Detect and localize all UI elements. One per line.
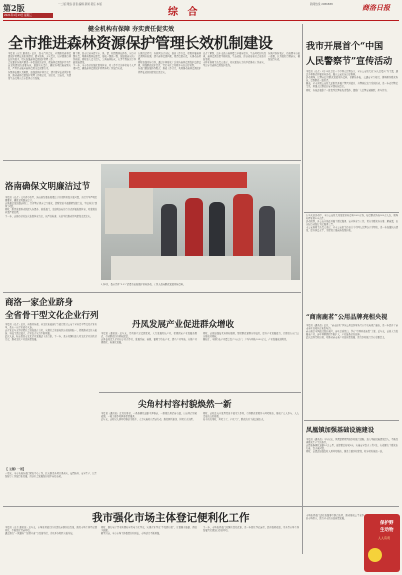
brand-headline: “商南鹿茗”公用品牌亮相央视 [306, 314, 388, 321]
lead-column-2: 据了解，我市已初步建立市、县、镇、村四级林长体系，实行分级负责，明确各级林长职责，形成一级抓一级、层层抓落实的工作格局。同时加大资金投入，完善森林防火、有害生物防治等基础设施建设。 下一步，全市将持续强化督导检查，对工作不力的单位和个人严肃问责，确保森林资源保护管理各项工作取得实效。 [73, 52, 136, 71]
section-rule [304, 212, 399, 213]
bottom-column-3: 下一步，市场监管部门将继续深化改革，进一步简化登记流程，提升服务效能，为各类市场主体发展营造更加良好的环境。 [203, 526, 299, 533]
sidebar-note-body: 一周来，全市各地各部门紧扣中心工作，扎实推进各项任务落实，疫情防控、安全生产、民生保障等工作取得新进展，经济社会发展保持稳中向好态势。 [5, 472, 97, 479]
bottom-column-1: 本报讯（记者 通讯员）近年来，市场监管部门持续深化商事制度改革，推进市场主体登记便利化，不断优化营商环境。 通过推行“一网通办”“证照分离”等改革举措，企业开办时间大幅压缩。 [5, 526, 97, 536]
page-number: 第2版 [3, 3, 25, 13]
section-title: 综 合 [168, 7, 201, 18]
fengfeng-body: 本报讯（通讯员）今年以来，凤凰镇紧紧围绕乡村振兴战略，加大基础设施建设投入，不断改善群众生产生活条件。 该镇新修硬化道路10余公里，新建便民桥梁2座，实施安全饮水工程5处，有效解决了群众出行难、饮水难问题。 同时，该镇还加强农村人居环境整治，推进美丽乡村建设，村容村貌焕然一新。 [306, 438, 398, 454]
lead-column-1: 本报讯（记者 通讯员）近日，我市召开会议，全面推进森林资源保护管理长效机制建设，健全机构，夯实责任，以全面推行林长制为抓手，切实加强森林资源保护管理工作。 会议要求各县区要进一步提高政治站位，把森林资源保护作为生态文明建设的重要内容，层层压实责任，确保各项措施落到实处，严厉打击破坏森林资源违法犯罪行为。 各级林长要认真履职，加强巡林护林力度，建立健全长效管护机制，推动森林资源保护管理工作规范化、制度化、常态化，为建设生态文明示范市提供有力保障。 [8, 52, 71, 80]
enterprise-headline-2: 全省骨干型文化企业行列 [5, 311, 99, 321]
tel-line: 新闻热线 2986888 [310, 3, 333, 6]
ad-line-3: 人人有责 [378, 536, 391, 540]
section-rule [304, 420, 399, 421]
header-rule [3, 20, 399, 21]
section-rule [3, 292, 301, 293]
jianjiao-column-2: 同时，该村还充分发挥党员干部带头作用，引导群众积极参与环境整治，形成了人人参与、人人受益的良好局面。 如今的尖角村，环境美了，产业兴了，群众的日子越过越红火。 [203, 412, 299, 422]
right-top-headline-1: 我市开展首个“中国 [306, 42, 384, 52]
bottom-headline: 我市强化市场主体登记便利化工作 [92, 512, 250, 524]
header [0, 0, 402, 22]
jianjiao-headline: 尖角村村容村貌焕然一新 [138, 400, 232, 410]
right-top-headline-2: 人民警察节”宣传活动 [306, 57, 393, 67]
luonan-body: 本报讯（记者）元旦春节将至，洛南县纪委监委聚焦节日期间易发多发问题，多措并举严明纪律要求，确保文明廉洁过节。 该县通过发送廉洁短信、召开警示教育会等形式，提醒党员干部绷紧纪律之弦，坚决纠治“四风”问题。 同时，组织监督检查组深入各镇办、县直部门，采取明察暗访等方式开展监督检查，对发现的问题严肃处理。 下一步，该县将持续加大监督检查力度，以严的标准、实的举措推动作风建设走深走实。 [5, 196, 97, 218]
ad-line-1: 保护野 [380, 521, 394, 526]
enterprise-headline-1: 商洛一家企业跻身 [5, 298, 74, 308]
lead-kicker: 健全机构有保障 夯实责任促实效 [88, 26, 175, 33]
danfeng-headline: 丹凤发展产业促进群众增收 [132, 320, 235, 330]
photo-tent [105, 188, 153, 234]
fengfeng-headline: 凤凰镇加强基础设施建设 [306, 427, 375, 434]
danfeng-column-2: 同时，该县加强技术培训和服务，帮助群众掌握实用技术，提升产业发展能力，让群众在家门口实现就业增收。 据统计，全县特色产业覆盖农户2万余户，户均年增收5000余元，产业发展成效明显。 [203, 332, 299, 342]
date-line: 2021年1月13日 星期三 [3, 13, 53, 18]
lead-headline: 全市推进森林资源保护管理长效机制建设 [8, 34, 273, 52]
lead-column-3: 在推进过程中，各县区结合实际，创新工作方法，积极开展森林资源调查监测，建立森林资源档案，摸清资源家底，实现动态管理。 同时加强宣传引导，通过多种形式广泛宣传森林资源保护法律法规，增强群众保护意识，营造全社会共同参与的良好氛围。 各部门要加强协作配合，形成工作合力，共同推动森林资源保护管理长效机制建设走深走实。 [138, 52, 201, 74]
section-rule [99, 392, 301, 393]
lead-column-4: 记者了解到，近年来我市森林覆盖率稳步提升，生态环境持续改善，森林资源总量不断增加，生态效益、经济效益和社会效益日益显现。 市林业局相关负责人表示，将以更加有力的举措推动工作落实，坚决守住森林资源保护底线。 [203, 52, 266, 68]
lead-column-5: 各县区纷纷表示，将按照全市统一部署，认真抓好贯彻落实，确保取得实效。 [268, 52, 300, 62]
photo-table [111, 256, 291, 280]
jianjiao-column-1: 本报讯（通讯员）走进尖角村，一条条硬化道路干净整洁，一排排民居错落有致，房前屋后绿树成荫，一幅美丽乡村画卷徐徐展开。 近年来，该村以人居环境整治为抓手，大力实施村庄清洁行动，推进厕所革命、垃圾污水治理。 [101, 412, 197, 422]
photo-banner [129, 172, 247, 188]
section-rule [3, 506, 399, 507]
luonan-headline: 洛南确保文明廉洁过节 [5, 182, 91, 192]
brand-body: 本报讯（通讯员）近日，“商南鹿茗”区域公用品牌宣传片在中央电视台播出，进一步提升了商南茶叶的知名度和影响力。 商南县是全国最北端的茶区，茶叶品质优良，享有“中国西部茶都”美誉。近年来，该县大力发展茶产业，茶叶种植面积不断扩大，产业链条持续延伸。 此次品牌亮相央视，对推动商南茶产业高质量发展、助力乡村振兴具有重要意义。 [306, 324, 398, 340]
bottom-column-2: 同时，推行电子营业执照和全程电子化登记，实现企业登记“不见面审批”，让数据多跑路、群众少跑腿。 截至目前，全市市场主体数量持续增长，市场活力不断增强。 [101, 526, 197, 536]
right-mid-body: 在当天的活动中，全市公安机关共发放宣传资料5000余份，接受群众咨询300余人次，现场办理业务100余件。 活动期间，各公安分局还开展了便民服务、安全检查等工作，切实为群众办实事、解难题，以实际行动践行为民服务宗旨。 市公安局相关负责人表示，全市公安机关将以首个中国人民警察节为契机，进一步加强队伍建设，提升执法水平，为建设美丽商洛保驾护航。 [306, 214, 398, 233]
right-top-body: 本报讯（记者）1月10日是第一个中国人民警察节，全市公安机关以“向人民报告”为主题，通过多种形式开展宣传活动，展示公安队伍良好形象。 活动现场，民警向过往群众发放宣传资料，讲解防诈骗、交通安全等知识，现场解答群众咨询，受到群众一致好评。 据悉，全市各级公安机关还组织开展了警营开放日、升警旗仪式等系列活动，进一步密切警民关系，增强人民群众的安全感和满意度。 同时，各地还表彰了一批优秀民警和先进集体，激励广大民警忠诚履职、担当作为。 [306, 70, 398, 92]
section-rule [3, 160, 301, 161]
top-links: 一二版 网络·读者·编辑 新闻·责任·本版 [58, 3, 102, 6]
photo-caption: 1月6日，我市召开“3·15”消费者权益保护宣传活动，工作人员向群众发放宣传资料。 [101, 283, 186, 286]
enterprise-body: 本报讯（记者）近日，省委宣传部、省文化和旅游厅等部门联合公布了全省骨干型文化企业名单，我市一家企业成功入选。 该企业近年来坚持把社会效益放在首位，实现社会效益和经济效益相统一，积极推动文化与旅游、科技等深度融合，企业综合实力不断增强。 此次入选，标志着我市文化企业发展迈上新台阶。下一步，我市将继续加大对文化企业的扶持力度，推动文化产业高质量发展。 [5, 323, 97, 342]
ad-line-2: 生动物 [380, 528, 394, 533]
paper-title: 商洛日报 [362, 3, 390, 12]
news-photo [101, 164, 300, 280]
bottom-column-4: 市场监管部门还将加强事中事后监管，推动形成公平竞争的市场秩序，助力全市经济高质量发展。 [306, 514, 364, 521]
column-divider [302, 24, 303, 554]
wildlife-ad [364, 514, 400, 572]
ad-emblem-icon [368, 548, 382, 562]
sidebar-note-heading: 【 主题》一周】 [5, 467, 26, 471]
danfeng-column-1: 本报讯（通讯员）近年来，丹凤县立足资源优势，大力发展特色产业，积极探索产业发展新模式，带动群众持续增收致富。 该县依托龙头企业和专业合作社，发展香菇、核桃、葡萄等特色产业，建立产业基地，实现产业规模化、标准化发展。 [101, 332, 197, 345]
